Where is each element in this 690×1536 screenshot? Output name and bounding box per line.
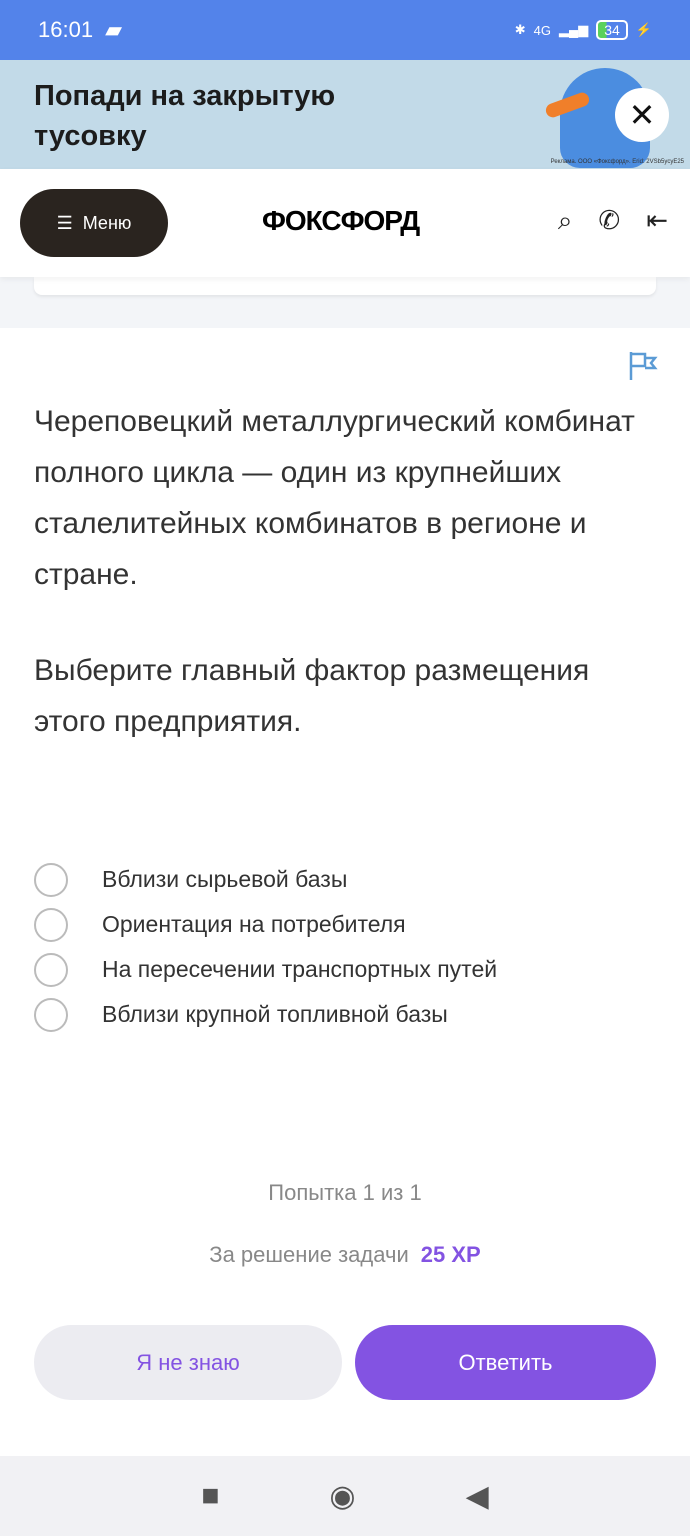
list-icon: ☰ bbox=[56, 212, 73, 233]
search-icon[interactable]: ⌕ bbox=[557, 205, 573, 235]
menu-button[interactable] bbox=[20, 189, 168, 257]
clock: 16:01 bbox=[38, 17, 94, 42]
option-label: На пересечении транспортных путей bbox=[102, 956, 498, 982]
ad-banner[interactable] bbox=[0, 60, 690, 169]
system-nav-bar bbox=[0, 1456, 690, 1536]
radio-button[interactable] bbox=[34, 863, 68, 897]
back-icon[interactable]: ◀ bbox=[465, 1479, 489, 1513]
reward-info bbox=[0, 1242, 690, 1268]
ad-title: Попади на закрытую тусовку bbox=[34, 80, 336, 152]
option-label: Вблизи крупной топливной базы bbox=[102, 1001, 448, 1027]
logo[interactable]: ФОКСФОРД bbox=[262, 205, 420, 236]
close-ad-button[interactable] bbox=[615, 88, 669, 142]
attempt-counter: Попытка 1 из 1 bbox=[268, 1180, 422, 1205]
radio-button[interactable] bbox=[34, 998, 68, 1032]
home-icon[interactable]: ◉ bbox=[329, 1479, 356, 1513]
menu-label: Меню bbox=[82, 212, 132, 233]
reward-label: За решение задачи bbox=[209, 1242, 409, 1267]
question-text: Череповецкий металлургический комбинат полного цикла — один из крупнейших сталелитейных комбинатов в регионе и стране. bbox=[34, 405, 635, 591]
bluetooth-icon: ✱ bbox=[514, 22, 526, 37]
option-label: Ориентация на потребителя bbox=[102, 911, 406, 937]
question-prompt: Выберите главный фактор размещения этого предприятия. bbox=[34, 654, 590, 738]
site-header bbox=[0, 169, 690, 277]
close-icon: ✕ bbox=[628, 97, 656, 133]
recents-icon[interactable]: ■ bbox=[201, 1479, 220, 1512]
login-icon[interactable]: ⇤ bbox=[646, 205, 668, 235]
network-label: 4G bbox=[533, 22, 552, 38]
dont-know-button[interactable]: Я не знаю bbox=[34, 1325, 342, 1400]
radio-button[interactable] bbox=[34, 908, 68, 942]
status-bar bbox=[0, 0, 690, 60]
signal-icon: ▂▄▆ bbox=[559, 22, 589, 37]
phone-icon[interactable]: ✆ bbox=[598, 205, 621, 235]
option-label: Вблизи сырьевой базы bbox=[102, 866, 348, 892]
answer-button[interactable]: Ответить bbox=[355, 1325, 656, 1400]
card-edge bbox=[34, 277, 656, 295]
radio-button[interactable] bbox=[34, 953, 68, 987]
charging-icon: ⚡ bbox=[635, 22, 652, 37]
report-flag-icon[interactable] bbox=[628, 350, 658, 382]
notification-icon: ▰ bbox=[105, 17, 122, 42]
option[interactable] bbox=[34, 980, 497, 1049]
reward-value: 25 XP bbox=[420, 1242, 481, 1267]
ad-disclaimer: Реклама. ООО «Фоксфорд». Erid: 2VSb5ycyE25 bbox=[550, 159, 684, 165]
answer-options bbox=[34, 845, 497, 1049]
battery-level: 34 bbox=[596, 20, 628, 40]
